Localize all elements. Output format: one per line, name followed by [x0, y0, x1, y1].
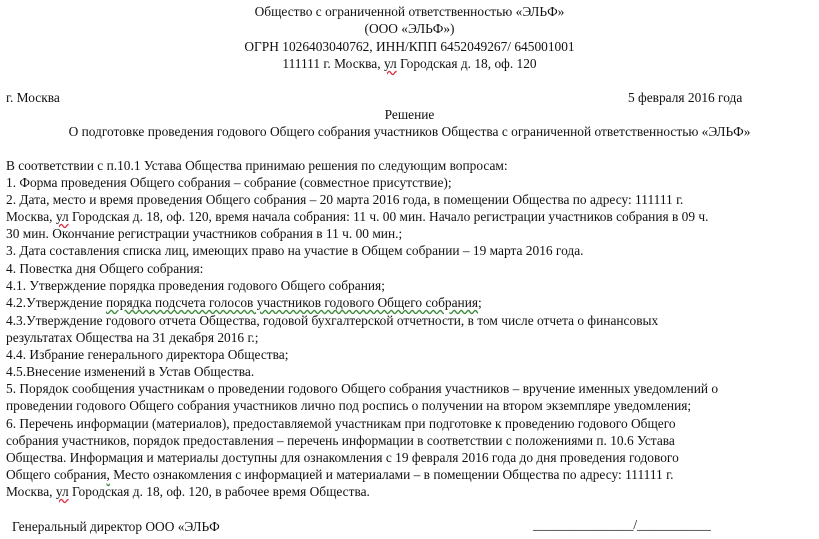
item-3: 3. Дата составления списка лиц, имеющих право на участие в Общем собрании – 19 марта 2016 года. [6, 243, 584, 258]
item-4-3-line-2: результатах Общества на 31 декабря 2016 г.; [6, 330, 259, 345]
item-5-line-1: 5. Порядок сообщения участникам о проведении годового Общего собрания участников – вручение именных уведомлений о [6, 381, 719, 396]
grammar-underline: , [106, 467, 110, 482]
company-registration: ОГРН 1026403040762, ИНН/КПП 6452049267/ 645001001 [244, 39, 575, 54]
document-date: 5 февраля 2016 года [628, 90, 743, 105]
street-abbrev: ул [55, 484, 69, 499]
item-6-line-2: собрания участников, порядок предоставления – перечень информации в соответствии с положениями п. 10.6 Устава [6, 433, 675, 448]
item-1: 1. Форма проведения Общего собрания – собрание (совместное присутствие); [6, 175, 452, 190]
item-4-4: 4.4. Избрание генерального директора Общества; [6, 347, 289, 362]
item-2-line-1: 2. Дата, место и время проведения Общего собрания – 20 марта 2016 года, в помещении Общества по адресу: 111111 г. [6, 192, 684, 207]
item-5-line-2: проведении годового Общего собрания участников лично под роспись о получении на втором экземпляре уведомления; [6, 398, 692, 413]
item-4-1: 4.1. Утверждение порядка проведения годового Общего собрания; [6, 278, 385, 293]
place: г. Москва [6, 90, 60, 105]
company-short-name: (ООО «ЭЛЬФ») [364, 21, 455, 36]
signer-title: Генеральный директор ООО «ЭЛЬФ [12, 519, 220, 534]
signature-line: _______________/___________ [533, 517, 711, 532]
item-2-line-2: Москва, ул Городская д. 18, оф. 120, время начала собрания: 11 ч. 00 мин. Начало регистрации участников собрания в 09 ч. [6, 209, 709, 224]
street-abbrev: ул [55, 209, 69, 224]
intro-text: В соответствии с п.10.1 Устава Общества принимаю решения по следующим вопросам: [6, 158, 508, 173]
item-2-line-3: 30 мин. Окончание регистрации участников собрания в 11 ч. 00 мин.; [6, 226, 403, 241]
grammar-underline: порядка подсчета голосов участников годового Общего собрания [105, 295, 479, 310]
document-subtitle: О подготовке проведения годового Общего собрания участников Общества с ограниченной ответственностью «ЭЛЬФ» [68, 124, 751, 139]
item-4-5: 4.5.Внесение изменений в Устав Общества. [6, 364, 255, 379]
item-4: 4. Повестка дня Общего собрания: [6, 261, 204, 276]
item-6-line-3: Общества. Информация и материалы доступны для ознакомления с 19 февраля 2016 года до дня проведения годового [6, 450, 679, 465]
item-6-line-5: Москва, ул Городская д. 18, оф. 120, в рабочее время Общества. [6, 484, 370, 499]
document-title: Решение [384, 107, 435, 122]
item-6-line-1: 6. Перечень информации (материалов), предоставляемой участникам при подготовке к проведению годового Общего [6, 416, 676, 431]
company-address: 111111 г. Москва, ул Городская д. 18, оф. 120 [282, 56, 537, 71]
item-4-2: 4.2.Утверждение порядка подсчета голосов участников годового Общего собрания; [6, 295, 482, 310]
company-name: Общество с ограниченной ответственностью «ЭЛЬФ» [254, 4, 565, 19]
street-abbrev: ул [383, 56, 397, 71]
item-6-line-4: Общего собрания, Место ознакомления с информацией и материалами – в помещении Общества по адресу: 111111 г. [6, 467, 674, 482]
item-4-3-line-1: 4.3.Утверждение годового отчета Общества, годовой бухгалтерской отчетности, в том числе отчета о финансовых [6, 313, 659, 328]
